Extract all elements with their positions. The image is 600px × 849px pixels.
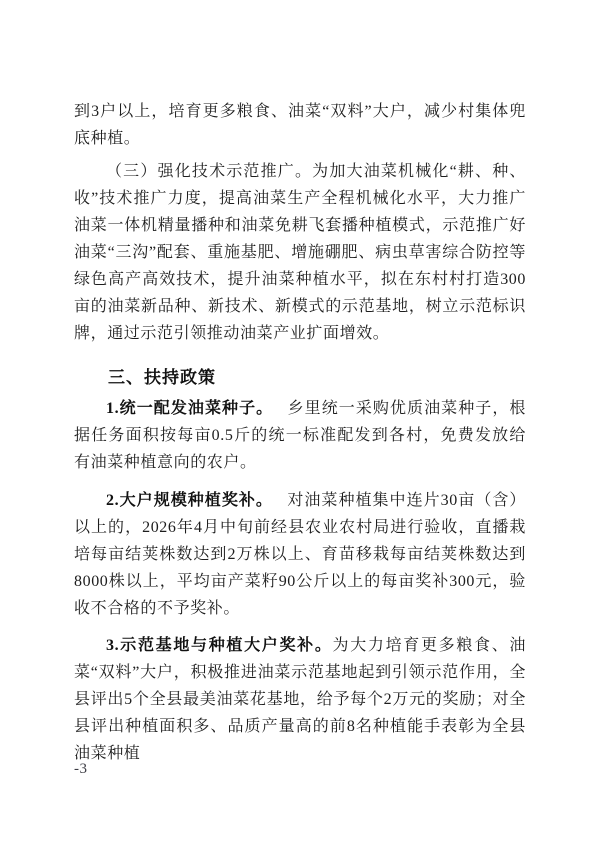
para-tech-demo-text: 为加大油菜机械化“耕、种、收”技术推广力度，提高油菜生产全程机械化水平，大力推广油菜一体机精量播种和油菜免耕飞套播种植模式，示范推广好油菜“三沟”配套、重施基肥、增施硼肥、病虫草害综合防控等绿色高产高效技术，提升油菜种植水平，拟在东村村打造300亩的油菜新品种、新技术、新模式的示范基地，树立示范标识牌，通过示范引领推动油菜产业扩面增效。 bbox=[74, 163, 527, 342]
para-policy-2-text-main: 对油菜种植集中连片30亩（含）以上的，2026年4月中旬前经县农业农村局进行验收，直播栽培每亩结荚株数达到2万株以上、育苗移栽每亩结荚株数达到8000株以上，平均亩产菜籽90公斤以上的每亩奖补300元，验收不合格的不予奖补。 bbox=[74, 492, 526, 617]
para-policy-2-lead: 2.大户规模种植奖补。 bbox=[106, 492, 273, 509]
para-policy-1-lead: 1.统一配发油菜种子。 bbox=[106, 400, 274, 417]
para-policy-1-text: 乡里统一采购优质油菜种子，根据任务面积按每亩0.5斤的统一标准配发到各村，免费发放给有油菜种植意向的农户。 bbox=[74, 400, 526, 471]
para-tech-demo-lead: （三）强化技术示范推广。 bbox=[106, 163, 313, 180]
para-tech-demo bbox=[74, 158, 526, 347]
section-heading: 三、扶持政策 bbox=[108, 368, 216, 387]
page-number: -3 bbox=[74, 761, 88, 777]
para-policy-2 bbox=[74, 487, 526, 622]
para-policy-3-text: 为大力培育更多粮食、油菜“双料”大户，积极推进油菜示范基地起到引领示范作用，全县评出5个全县最美油菜花基地，给予每个2万元的奖励；对全县评出种植面积多、品质产量高的前8名种植能手表彰为全县油菜种植 bbox=[74, 637, 526, 762]
para-continuation: 到3户以上，培育更多粮食、油菜“双料”大户，减少村集体兜底种植。 bbox=[74, 103, 526, 147]
para-policy-3-lead: 3.示范基地与种植大户奖补。 bbox=[106, 637, 333, 654]
para-policy-1 bbox=[74, 395, 526, 476]
para-policy-3 bbox=[74, 632, 526, 767]
document-body bbox=[74, 98, 526, 767]
